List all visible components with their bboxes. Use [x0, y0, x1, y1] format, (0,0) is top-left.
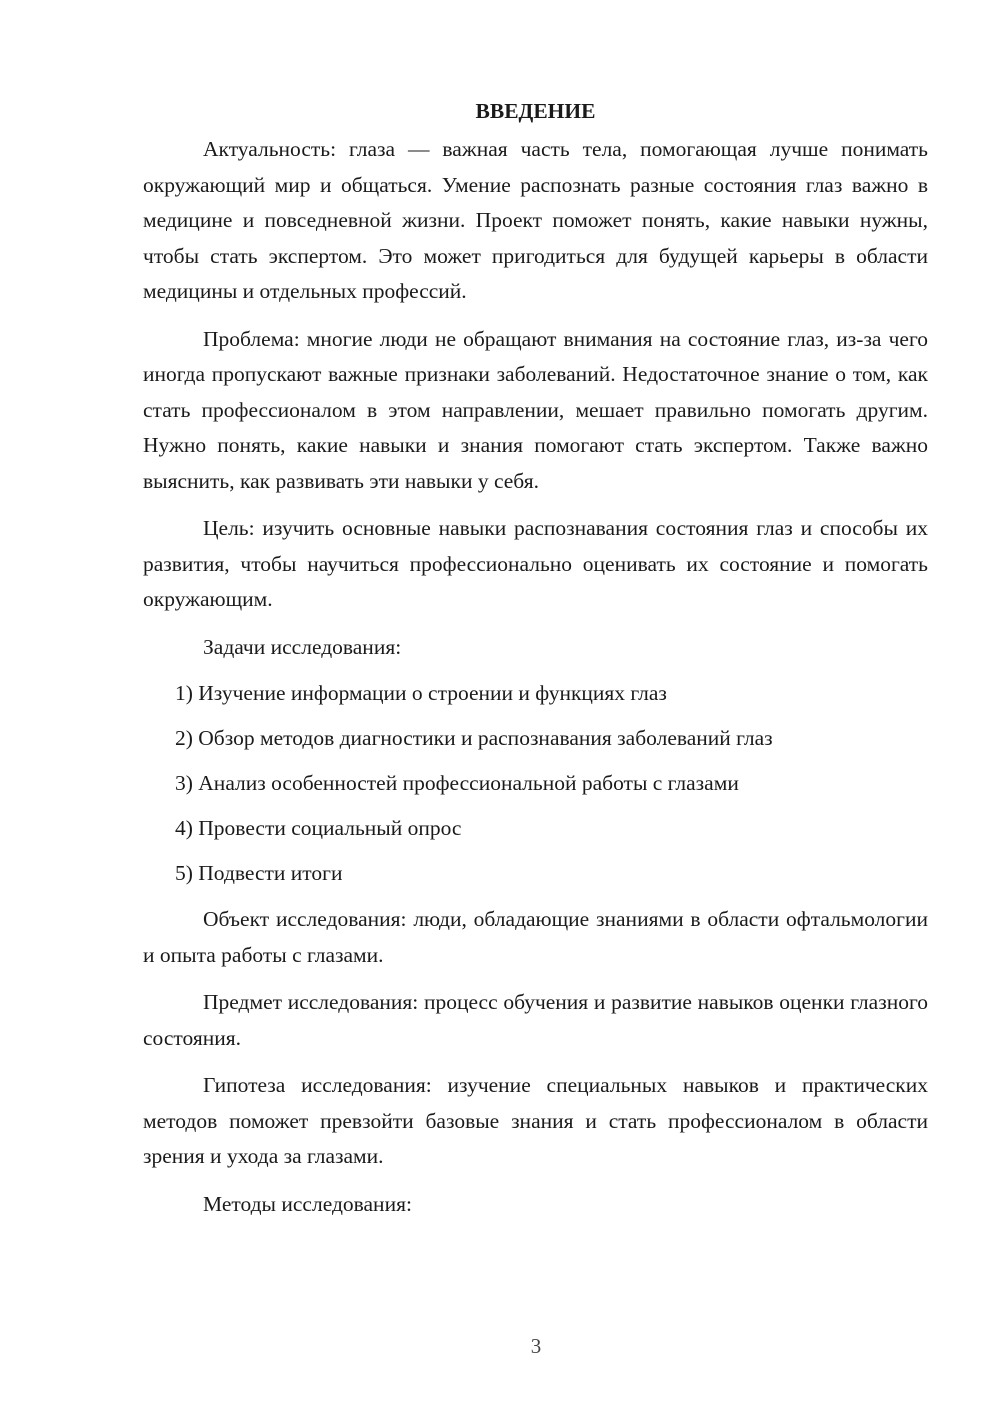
hypothesis-paragraph: Гипотеза исследования: изучение специальных навыков и практических методов поможет превзойти базовые знания и стать профессионалом в области зрения и ухода за глазами. — [143, 1073, 928, 1168]
tasks-list — [143, 671, 928, 896]
tasks-title: Задачи исследования: — [203, 634, 402, 659]
document-page — [143, 96, 928, 1222]
problem-paragraph: Проблема: многие люди не обращают внимания на состояние глаз, из-за чего иногда пропускают важные признаки заболеваний. Недостаточное знание о том, как стать профессионалом в этом направлении, мешает правильно помогать другим. Нужно понять, какие навыки и знания помогают стать экспертом. Также важно выяснить, как развивать эти навыки у себя. — [143, 326, 928, 493]
page-number: 3 — [530, 1334, 542, 1358]
task-item-1: 1) Изучение информации о строении и функциях глаз — [175, 681, 667, 705]
methods-title: Методы исследования: — [203, 1191, 412, 1216]
task-item-2: 2) Обзор методов диагностики и распознавания заболеваний глаз — [175, 726, 773, 750]
task-item-4: 4) Провести социальный опрос — [175, 816, 462, 840]
object-paragraph: Объект исследования: люди, обладающие знаниями в области офтальмологии и опыта работы с глазами. — [143, 907, 928, 967]
section-heading: ВВЕДЕНИЕ — [475, 99, 596, 123]
task-item-5: 5) Подвести итоги — [175, 861, 343, 885]
task-item-3: 3) Анализ особенностей профессиональной работы с глазами — [175, 771, 739, 795]
goal-paragraph: Цель: изучить основные навыки распознавания состояния глаз и способы их развития, чтобы научиться профессионально оценивать их состояние и помогать окружающим. — [143, 516, 928, 611]
subject-paragraph: Предмет исследования: процесс обучения и развитие навыков оценки глазного состояния. — [143, 990, 928, 1050]
relevance-paragraph: Актуальность: глаза — важная часть тела, помогающая лучше понимать окружающий мир и общаться. Умение распознать разные состояния глаз важно в медицине и повседневной жизни. Проект поможет понять, какие навыки нужны, чтобы стать экспертом. Это может пригодиться для будущей карьеры в области медицины и отдельных профессий. — [143, 137, 928, 303]
